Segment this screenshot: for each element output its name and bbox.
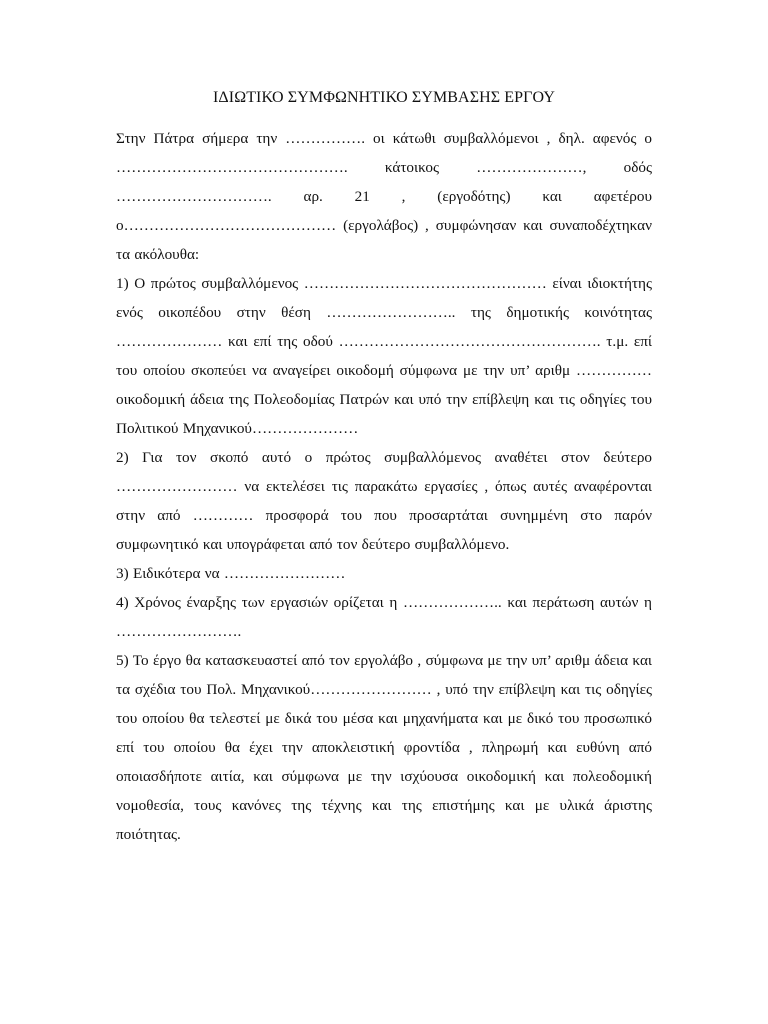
document-body <box>116 124 652 849</box>
document-title: ΙΔΙΩΤΙΚΟ ΣΥΜΦΩΝΗΤΙΚΟ ΣΥΜΒΑΣΗΣ ΕΡΓΟΥ <box>212 89 556 106</box>
paragraph-clause-3: 3) Ειδικότερα να …………………… <box>116 565 346 582</box>
paragraph-clause-2: 2) Για τον σκοπό αυτό ο πρώτος συμβαλλόμενος αναθέτει στον δεύτερο …………………… να εκτελέσει τις παρακάτω εργασίες , όπως αυτές αναφέρονται στην από ………… προσφορά του που προσαρτάται συνημμένη στο παρόν συμφωνητικό και υπογράφεται από τον δεύτερο συμβαλλόμενο. <box>116 449 652 553</box>
paragraph-clause-5: 5) Το έργο θα κατασκευαστεί από τον εργολάβο , σύμφωνα με την υπ’ αριθμ άδεια και τα σχέδια του Πολ. Μηχανικού…………………… , υπό την επίβλεψη και τις οδηγίες του οποίου θα τελεστεί με δικά του μέσα και μηχανήματα και με δικό του προσωπικό επί του οποίου θα έχει την αποκλειστική φροντίδα , πληρωμή και ευθύνη από οποιασδήποτε αιτία, και σύμφωνα με την ισχύουσα οικοδομική και πολεοδομική νομοθεσία, τους κανόνες της τέχνης και της επιστήμης και με υλικά άριστης ποιότητας. <box>116 652 652 843</box>
paragraph-clause-1: 1) Ο πρώτος συμβαλλόμενος ………………………………………… είναι ιδιοκτήτης ενός οικοπέδου στην θέση …………………….. της δημοτικής κοινότητας ………………… και επί της οδού ……………………………………………. τ.μ. επί του οποίου σκοπεύει να αναγείρει οικοδομή σύμφωνα με την υπ’ αριθμ …………… οικοδομική άδεια της Πολεοδομίας Πατρών και υπό την επίβλεψη και τις οδηγίες του Πολιτικού Μηχανικού………………… <box>116 275 652 437</box>
paragraph-clause-4: 4) Χρόνος έναρξης των εργασιών ορίζεται η ……………….. και περάτωση αυτών η ……………………. <box>116 594 652 640</box>
paragraph-intro: Στην Πάτρα σήμερα την ……………. οι κάτωθι συμβαλλόμενοι , δηλ. αφενός ο ………………………………………. κάτοικος …………………, οδός …………………………. αρ. 21 , (εργοδότης) και αφετέρου ο…………………………………… (εργολάβος) , συμφώνησαν και συναποδέχτηκαν τα ακόλουθα: <box>116 130 652 263</box>
